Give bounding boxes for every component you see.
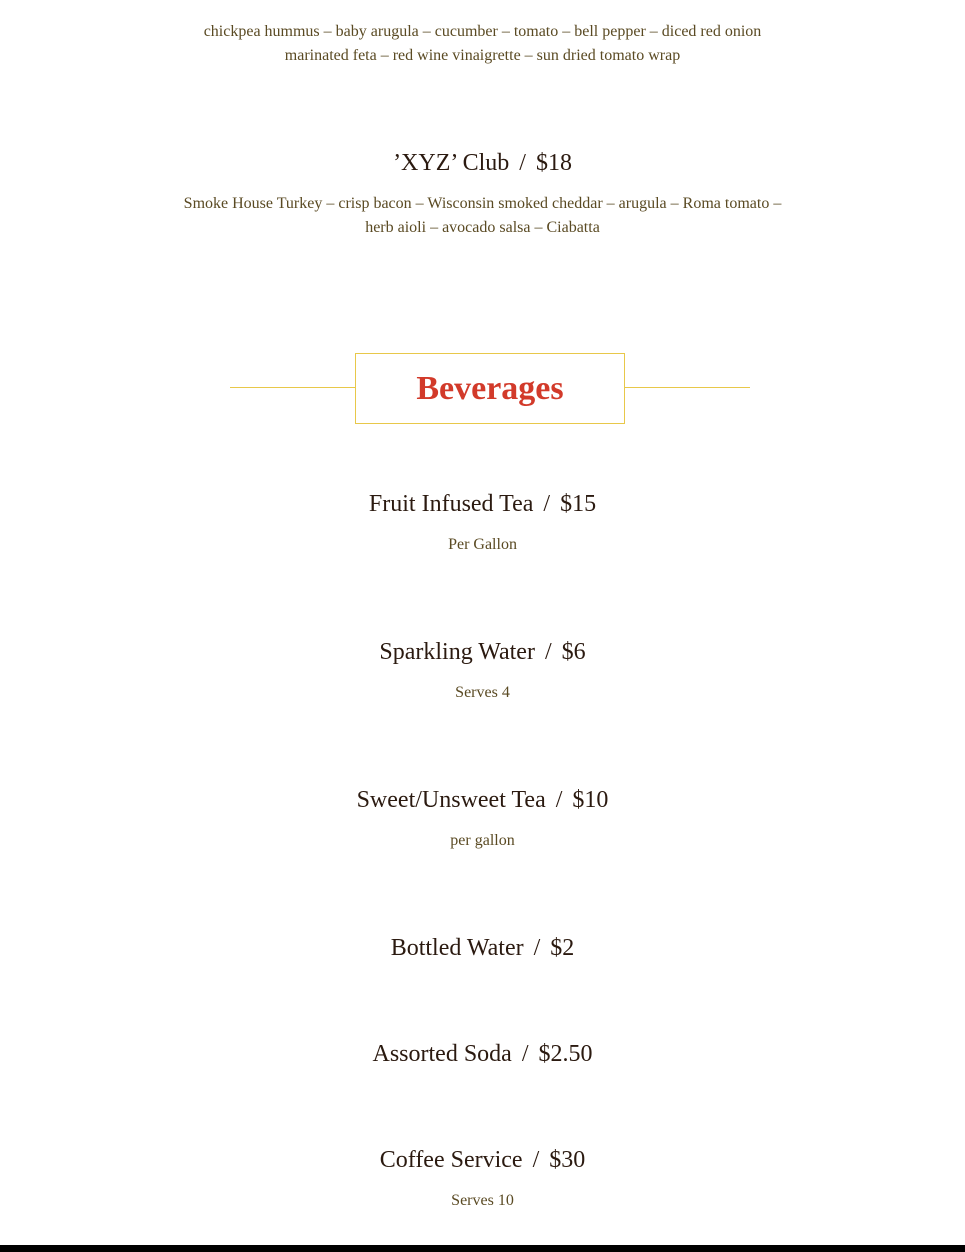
section-rule-right — [625, 387, 750, 388]
beverage-item-separator: / — [543, 491, 551, 517]
beverage-item-name: Sparkling Water — [379, 639, 535, 665]
beverage-item-separator: / — [532, 1147, 540, 1173]
top-item-description-line-2: marinated feta – red wine vinaigrette – sun dried tomato wrap — [284, 47, 681, 64]
beverage-item-separator: / — [544, 639, 552, 665]
top-item-description-line-1: chickpea hummus – baby arugula – cucumber – tomato – bell pepper – diced red onion — [203, 23, 762, 40]
beverage-item-name: Sweet/Unsweet Tea — [356, 787, 546, 813]
beverage-item-separator: / — [555, 787, 563, 813]
beverage-item-title — [0, 1039, 965, 1069]
beverage-item-note: per gallon — [450, 832, 515, 849]
beverage-item-name: Coffee Service — [379, 1147, 523, 1173]
club-description-line-2: herb aioli – avocado salsa – Ciabatta — [365, 219, 600, 236]
beverage-item-note: Serves 10 — [451, 1192, 514, 1209]
beverage-item-name: Fruit Infused Tea — [368, 491, 534, 517]
beverage-item-separator: / — [533, 935, 541, 961]
beverage-item-price: $6 — [561, 639, 586, 665]
beverage-item-separator: / — [521, 1041, 529, 1067]
beverages-heading: Beverages — [416, 369, 564, 407]
beverage-item-price: $10 — [572, 787, 609, 813]
club-price: $18 — [535, 150, 572, 176]
beverage-item-name: Assorted Soda — [372, 1041, 512, 1067]
club-name: ’XYZ’ Club — [393, 150, 510, 176]
beverage-item-note: Per Gallon — [448, 536, 517, 553]
beverage-item-title — [0, 785, 965, 815]
beverage-item-price: $2 — [550, 935, 575, 961]
section-rule-left — [230, 387, 355, 388]
beverage-item-price: $30 — [549, 1147, 586, 1173]
club-title — [0, 148, 965, 178]
beverage-item-note: Serves 4 — [455, 684, 510, 701]
bottom-edge-bar — [0, 1245, 965, 1252]
beverage-item-title — [0, 933, 965, 963]
club-description-line-1: Smoke House Turkey – crisp bacon – Wisconsin smoked cheddar – arugula – Roma tomato – — [183, 195, 782, 212]
beverage-item-price: $2.50 — [538, 1041, 593, 1067]
beverage-item-price: $15 — [560, 491, 597, 517]
club-separator: / — [519, 150, 526, 176]
beverages-heading-box — [355, 353, 625, 424]
beverage-item-title — [0, 1145, 965, 1175]
beverage-item-title — [0, 489, 965, 519]
beverage-item-title — [0, 637, 965, 667]
beverage-item-name: Bottled Water — [390, 935, 524, 961]
